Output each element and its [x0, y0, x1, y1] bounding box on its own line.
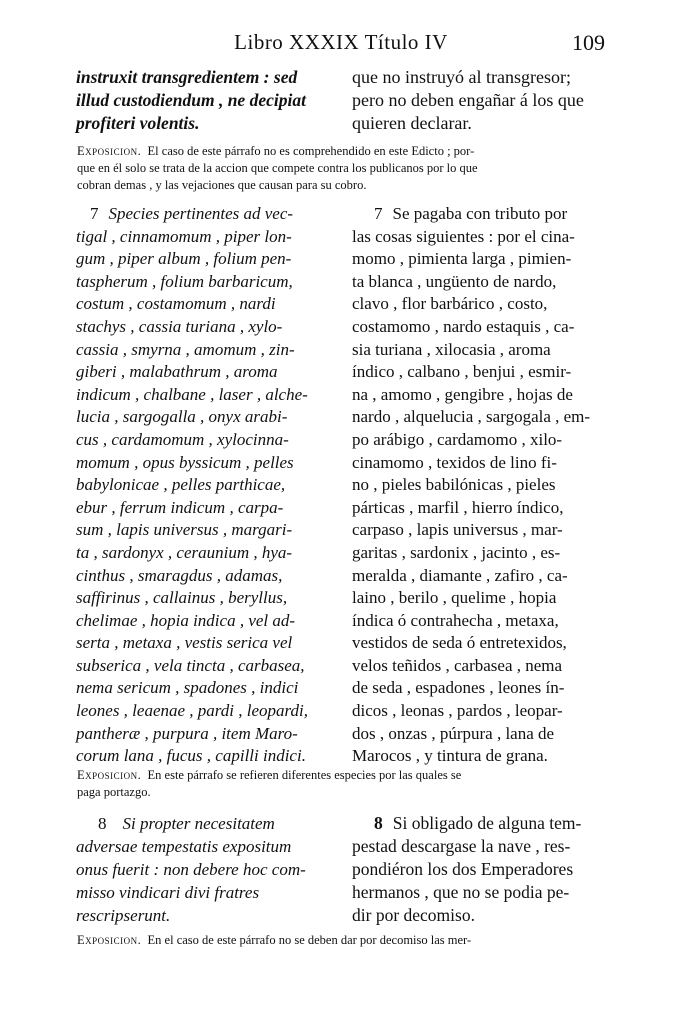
- latin-line: stachys , cassia turiana , xylo-: [76, 316, 283, 336]
- section-number: 8: [374, 813, 383, 833]
- latin-line: nema sericum , spadones , indici: [76, 678, 299, 698]
- latin-line: indicum , chalbane , laser , alche-: [76, 384, 308, 404]
- exposicion-label: Exposicion.: [77, 144, 142, 158]
- latin-line: lucia , sargogalla , onyx arabi-: [76, 407, 288, 427]
- latin-line: pantheræ , purpura , item Maro-: [76, 723, 298, 743]
- latin-line: costum , costamomum , nardi: [76, 294, 276, 314]
- exposicion-1: [77, 143, 613, 194]
- latin-line: leones , leaenae , pardi , leopardi,: [76, 701, 308, 721]
- spanish-line: pondiéron los dos Emperadores: [352, 859, 574, 879]
- latin-line: ta , sardonyx , ceraunium , hya-: [76, 542, 293, 562]
- spanish-line: po arábigo , cardamomo , xilo-: [352, 429, 563, 449]
- spanish-line: vestidos de seda ó entretexidos,: [352, 633, 567, 653]
- spanish-line: dicos , leonas , pardos , leopar-: [352, 701, 563, 721]
- exposicion-text: El caso de este párrafo no es comprehendido en este Edicto ; por-: [147, 144, 475, 158]
- spanish-line: pestad descargase la nave , res-: [352, 836, 571, 856]
- section-7-spanish: [352, 203, 614, 768]
- spanish-line: dos , onzas , púrpura , lana de: [352, 723, 555, 743]
- exposicion-text: paga portazgo.: [77, 785, 151, 799]
- latin-line: chelimae , hopia indica , vel ad-: [76, 610, 296, 630]
- spanish-line: velos teñidos , carbasea , nema: [352, 655, 563, 675]
- spanish-line: las cosas siguientes : por el cina-: [352, 226, 575, 246]
- section-7-latin: [76, 203, 340, 768]
- latin-line: gum , piper album , folium pen-: [76, 249, 292, 269]
- spanish-line: índica ó contrahecha , metaxa,: [352, 610, 559, 630]
- latin-line: rescripserunt.: [76, 906, 171, 925]
- spanish-line: hermanos , que no se podia pe-: [352, 882, 570, 902]
- section-6-latin: [76, 66, 338, 135]
- page-number: 109: [572, 30, 605, 55]
- spanish-line: carpaso , lapis universus , mar-: [352, 520, 563, 540]
- latin-line: serta , metaxa , vestis serica vel: [76, 633, 293, 653]
- exposicion-label: Exposicion.: [77, 768, 142, 782]
- section-number: 7: [374, 204, 383, 223]
- exposicion-text: que en él solo se trata de la accion que compete contra los publicanos por lo que: [77, 161, 478, 175]
- latin-line: onus fuerit : non debere hoc com-: [76, 860, 306, 879]
- spanish-line: Si obligado de alguna tem-: [392, 813, 582, 833]
- spanish-line: que no instruyó al transgresor;: [352, 67, 571, 87]
- spanish-line: de seda , espadones , leones ín-: [352, 678, 565, 698]
- section-8-latin: [76, 812, 340, 927]
- latin-line: Species pertinentes ad vec-: [108, 204, 294, 223]
- latin-line: giberi , malabathrum , aroma: [76, 362, 278, 382]
- spanish-line: meralda , diamante , zafiro , ca-: [352, 565, 568, 585]
- spanish-line: laino , berilo , quelime , hopia: [352, 588, 557, 608]
- section-6-spanish: [352, 66, 614, 135]
- latin-line: cus , cardamomum , xylocinna-: [76, 429, 289, 449]
- spanish-line: párticas , marfil , hierro índico,: [352, 497, 564, 517]
- spanish-line: na , amomo , gengibre , hojas de: [352, 384, 573, 404]
- spanish-line: nardo , alquelucia , sargogala , em-: [352, 407, 591, 427]
- spanish-line: momo , pimienta larga , pimien-: [352, 249, 572, 269]
- latin-line: subserica , vela tincta , carbasea,: [76, 655, 305, 675]
- spanish-line: pero no deben engañar á los que: [352, 90, 584, 110]
- spanish-line: garitas , sardonix , jacinto , es-: [352, 542, 561, 562]
- latin-line: misso vindicari divi fratres: [76, 883, 260, 902]
- spanish-line: no , pieles babilónicas , pieles: [352, 475, 556, 495]
- page-title: Libro XXXIX Título IV: [234, 30, 448, 54]
- spanish-line: Se pagaba con tributo por: [392, 204, 568, 223]
- latin-line: cinthus , smaragdus , adamas,: [76, 565, 283, 585]
- spanish-line: ta blanca , ungüento de nardo,: [352, 271, 557, 291]
- latin-line: momum , opus byssicum , pelles: [76, 452, 294, 472]
- spanish-line: costamomo , nardo estaquis , ca-: [352, 316, 575, 336]
- spanish-line: Marocos , y tintura de grana.: [352, 746, 548, 766]
- spanish-line: dir por decomiso.: [352, 905, 475, 925]
- latin-line: Si propter necesitatem: [122, 814, 275, 833]
- latin-line: ebur , ferrum indicum , carpa-: [76, 497, 284, 517]
- latin-line: sum , lapis universus , margari-: [76, 520, 293, 540]
- exposicion-2: [77, 767, 613, 801]
- exposicion-text: En este párrafo se refieren diferentes especies por las quales se: [147, 768, 462, 782]
- latin-line: babylonicae , pelles parthicae,: [76, 475, 286, 495]
- latin-line: instruxit transgredientem : sed: [76, 67, 298, 87]
- section-number: 7: [90, 204, 99, 223]
- spanish-line: sia turiana , xilocasia , aroma: [352, 339, 551, 359]
- latin-line: taspherum , folium barbaricum,: [76, 271, 293, 291]
- latin-line: illud custodiendum , ne decipiat: [76, 90, 306, 110]
- spanish-line: cinamomo , texidos de lino fi-: [352, 452, 557, 472]
- latin-line: saffirinus , callainus , beryllus,: [76, 588, 288, 608]
- section-number: 8: [98, 814, 107, 833]
- latin-line: cassia , smyrna , amomum , zin-: [76, 339, 295, 359]
- spanish-line: clavo , flor barbárico , costo,: [352, 294, 548, 314]
- spanish-line: quieren declarar.: [352, 113, 472, 133]
- exposicion-3: [77, 932, 613, 949]
- spanish-line: índico , calbano , benjui , esmir-: [352, 362, 572, 382]
- exposicion-text: cobran demas , y las vejaciones que causan para su cobro.: [77, 178, 367, 192]
- latin-line: corum lana , fucus , capilli indici.: [76, 746, 306, 766]
- exposicion-text: En el caso de este párrafo no se deben dar por decomiso las mer-: [147, 933, 472, 947]
- latin-line: profiteri volentis.: [76, 113, 200, 133]
- section-8-spanish: [352, 812, 614, 927]
- latin-line: tigal , cinnamomum , piper lon-: [76, 226, 292, 246]
- latin-line: adversae tempestatis expositum: [76, 837, 292, 856]
- exposicion-label: Exposicion.: [77, 933, 142, 947]
